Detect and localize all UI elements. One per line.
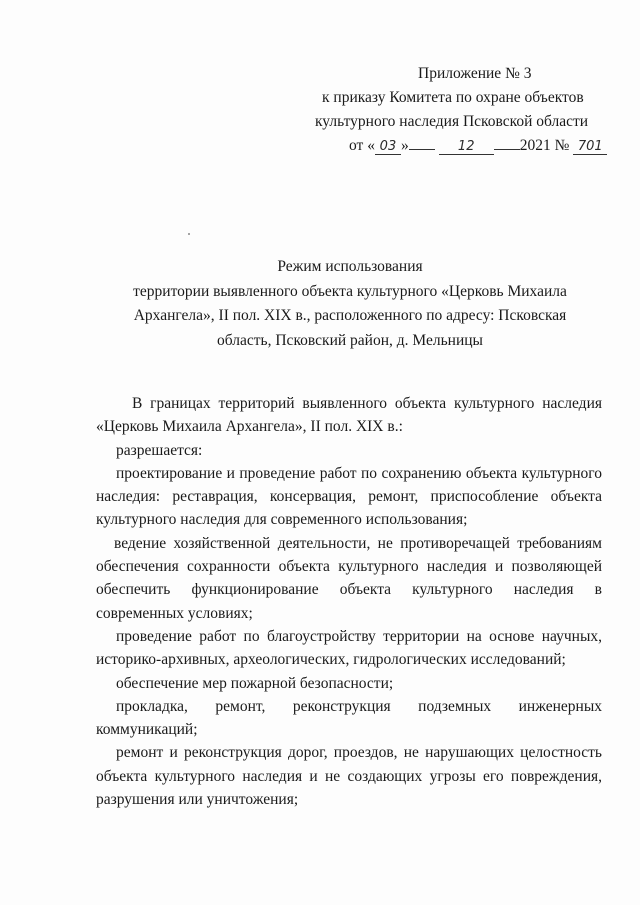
title-line: Режим использования (277, 258, 423, 275)
date-separator: » (400, 137, 409, 154)
allowed-item: ремонт и реконструкция дорог, проездов, не нарушающих целостность объекта культурного наследия и не создающих угрозы его повреждения, разрушения или уничтожения; (96, 744, 602, 809)
date-prefix: от « (349, 137, 375, 154)
allowed-item: ведение хозяйственной деятельности, не противоречащей требованиям обеспечения сохранности объекта культурного наследия и позволяющей обеспечить функционирование объекта культурного наследия в современных условиях; (96, 534, 602, 622)
intro-paragraph: В границах территорий выявленного объекта культурного наследия «Церковь Михаила Архангела», II пол. XIX в.: (96, 395, 602, 436)
order-number-handwritten: 701 (573, 139, 607, 155)
allowed-heading: разрешается: (116, 441, 203, 459)
date-blank-underline (494, 134, 520, 150)
title-line: Архангела», II пол. XIX в., расположенного по адресу: Псковская (133, 307, 567, 324)
appendix-header (300, 62, 620, 158)
appendix-number: Приложение № 3 (418, 65, 532, 82)
scan-speck (188, 233, 190, 235)
document-title (60, 255, 640, 353)
order-date-line (300, 134, 620, 158)
date-year-and-number-label: 2021 № (519, 137, 570, 154)
allowed-item: обеспечение мер пожарной безопасности; (116, 674, 394, 692)
date-month-handwritten: 12 (439, 139, 494, 155)
allowed-item: проведение работ по благоустройству территории на основе научных, историко-архивных, археологических, гидрологических исследований; (96, 627, 602, 669)
title-line: область, Псковский район, д. Мельницы (217, 331, 483, 349)
title-line: территории выявленного объекта культурного «Церковь Михаила (133, 282, 567, 300)
allowed-item: проектирование и проведение работ по сохранению объекта культурного наследия: реставрация, консервация, ремонт, приспособление объекта культурного наследия для современного использования; (96, 464, 602, 529)
order-reference-line1: к приказу Комитета по охране объектов (322, 89, 584, 106)
allowed-item: прокладка, ремонт, реконструкция подземных инженерных коммуникаций; (96, 697, 602, 739)
date-day-handwritten: 03 (375, 139, 401, 155)
date-blank-underline (409, 134, 435, 150)
order-reference-line2: культурного наследия Псковской области (315, 113, 589, 130)
document-body (96, 392, 602, 811)
